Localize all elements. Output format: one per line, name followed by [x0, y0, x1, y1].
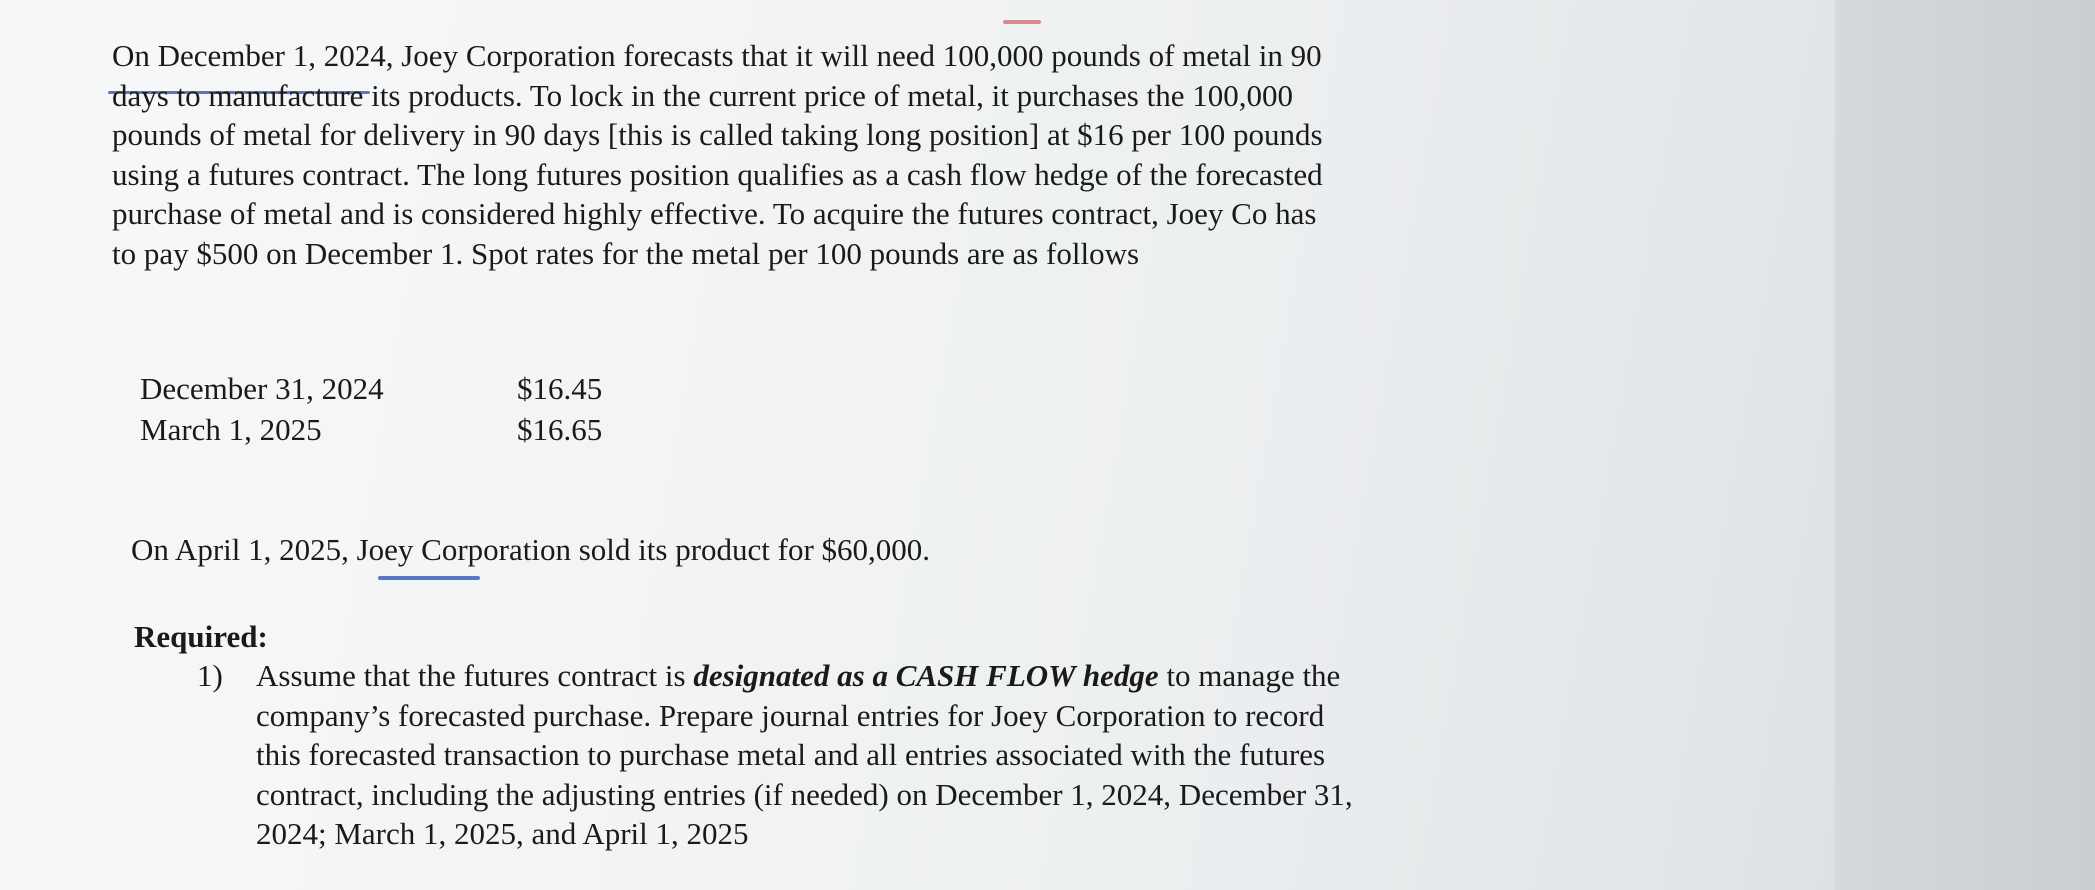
- requirement-line: company’s forecasted purchase. Prepare journal entries for Joey Corporation to record: [256, 697, 1325, 733]
- spot-rate-date: December 31, 2024: [140, 371, 384, 406]
- requirement-text-plain: Assume that the futures contract is: [256, 658, 694, 693]
- intro-line: using a futures contract. The long futures position qualifies as a cash flow hedge of the forecasted: [112, 156, 1323, 192]
- spot-rate-value: $16.45: [517, 371, 603, 406]
- spot-rate-date: March 1, 2025: [140, 412, 322, 447]
- requirement-line: 2024; March 1, 2025, and April 1, 2025: [256, 816, 749, 851]
- intro-line: to pay $500 on December 1. Spot rates for the metal per 100 pounds are as follows: [112, 235, 1140, 271]
- requirement-line: contract, including the adjusting entries (if needed) on December 1, 2024, December 31,: [256, 776, 1353, 812]
- spot-rate-row: [140, 409, 602, 450]
- required-heading: Required:: [134, 619, 268, 654]
- requirement-text: [256, 656, 1556, 854]
- spot-rate-row: [140, 368, 602, 409]
- intro-line: days to manufacture its products. To lock in the current price of metal, it purchases the 100,000: [112, 77, 1293, 113]
- blue-pen-underline: [378, 576, 480, 580]
- requirement-line: [256, 656, 1556, 696]
- spot-rates-table: [140, 368, 602, 450]
- intro-line: On December 1, 2024, Joey Corporation forecasts that it will need 100,000 pounds of metal in 90: [112, 38, 1322, 73]
- requirement-text-plain: to manage the: [1158, 658, 1341, 693]
- requirement-emphasis: designated as a CASH FLOW hedge: [693, 658, 1159, 693]
- requirement-number: 1): [197, 658, 223, 693]
- requirement-line: this forecasted transaction to purchase metal and all entries associated with the futures: [256, 737, 1326, 772]
- red-pen-mark: [1003, 20, 1041, 24]
- spot-rate-value: $16.65: [517, 412, 603, 447]
- sale-statement: On April 1, 2025, Joey Corporation sold its product for $60,000.: [131, 532, 931, 567]
- screen-edge-background: [1835, 0, 2095, 890]
- intro-line: pounds of metal for delivery in 90 days [this is called taking long position] at $16 per 100 pounds: [112, 117, 1323, 153]
- intro-line: purchase of metal and is considered highly effective. To acquire the futures contract, Joey Co has: [112, 196, 1317, 232]
- problem-intro-paragraph: [112, 36, 1552, 274]
